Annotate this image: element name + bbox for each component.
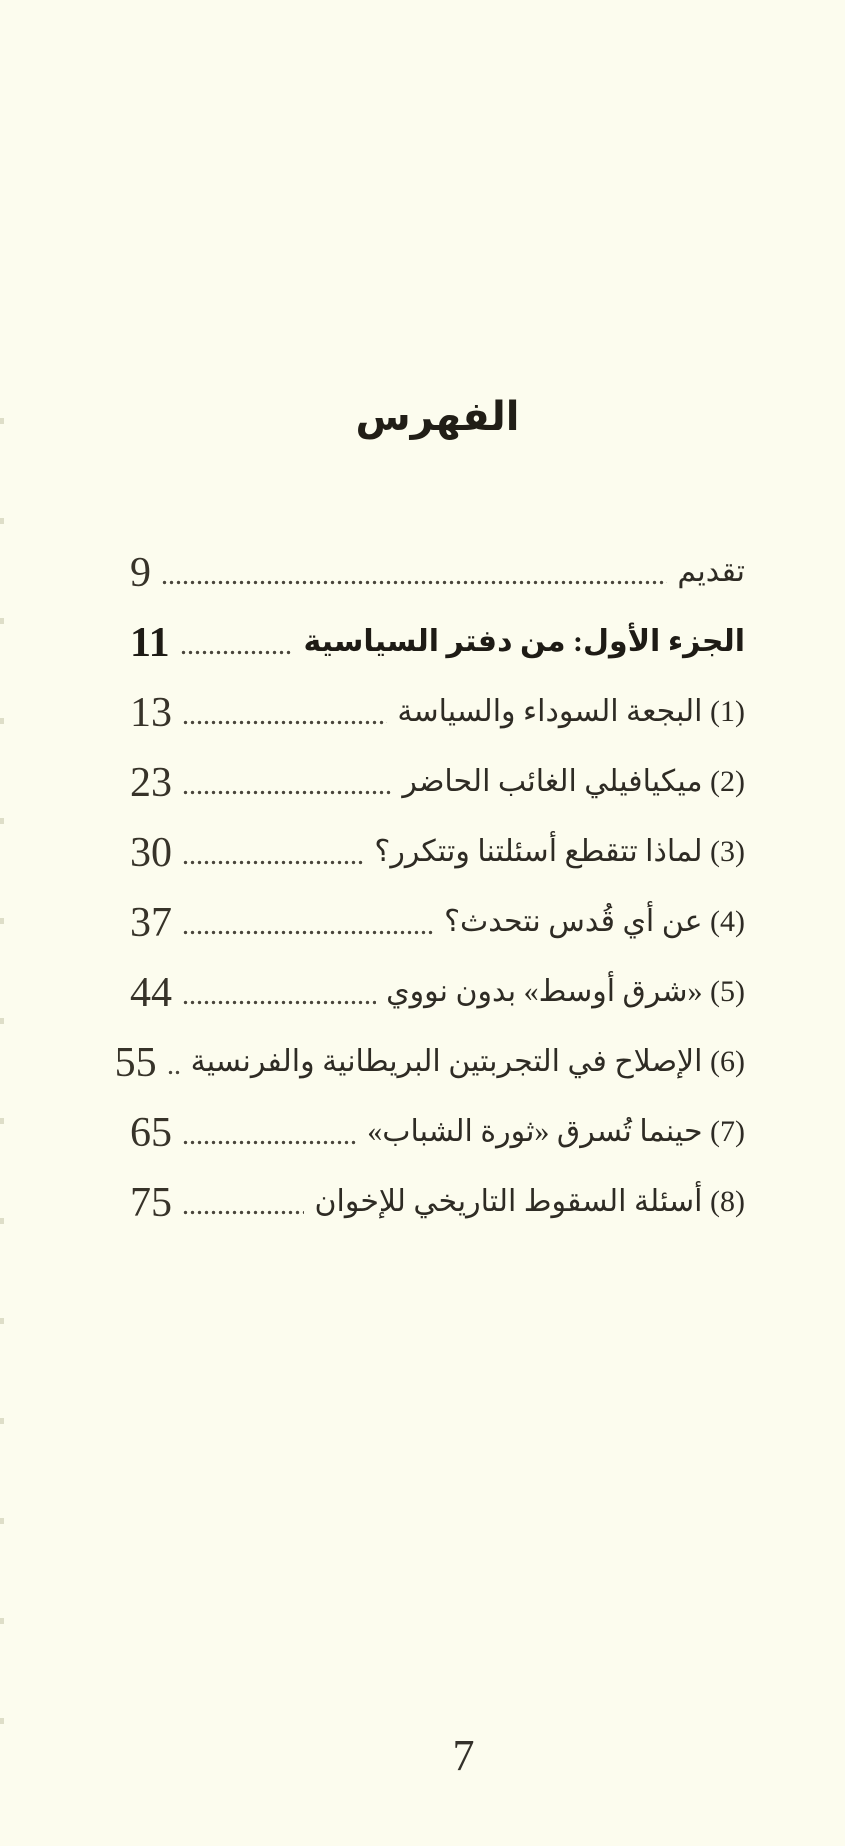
toc-entry-page: 37: [130, 900, 172, 946]
toc-row: [130, 816, 745, 886]
dotted-leader: [182, 1140, 357, 1145]
dotted-leader: [182, 860, 364, 865]
toc-entry-page: 9: [130, 550, 151, 596]
toc-entry-title: تقديم: [677, 554, 745, 588]
toc-row: [130, 1166, 745, 1236]
dotted-leader: [182, 1210, 304, 1215]
toc-entry-title: (7) حينما تُسرق «ثورة الشباب»: [367, 1114, 745, 1148]
toc-entry-title: (5) «شرق أوسط» بدون نووي: [386, 974, 745, 1008]
dotted-leader: [161, 580, 667, 585]
toc-entry-title: (1) البجعة السوداء والسياسة: [397, 694, 745, 728]
toc-entry-title: (8) أسئلة السقوط التاريخي للإخوان: [314, 1184, 745, 1218]
dotted-leader: [182, 1000, 376, 1005]
dotted-leader: [182, 930, 434, 935]
dotted-leader: [180, 650, 294, 655]
toc-entry-page: 55: [114, 1040, 157, 1086]
toc-entry-title: (2) ميكيافيلي الغائب الحاضر: [402, 764, 745, 798]
toc-row: [130, 676, 745, 746]
page-number: 7: [452, 1731, 475, 1780]
contents-heading: الفهرس: [355, 394, 520, 440]
toc-row: [130, 746, 745, 816]
toc-row: [130, 956, 745, 1026]
toc-entry-title: (4) عن أي قُدس نتحدث؟: [444, 904, 745, 938]
toc-entry-page: 44: [130, 970, 172, 1016]
dotted-leader: [167, 1070, 181, 1075]
toc-entry-title: الجزء الأول: من دفتر السياسية: [303, 624, 745, 658]
dotted-leader: [182, 720, 387, 725]
toc-entry-page: 75: [130, 1180, 172, 1226]
toc-entry-page: 30: [130, 830, 172, 876]
toc-entry-page: 23: [130, 760, 172, 806]
toc-list: [114, 536, 745, 1236]
toc-row: [114, 1026, 745, 1096]
scan-edge-artifacts: [0, 418, 4, 1818]
toc-entry-title: (3) لماذا تتقطع أسئلتنا وتتكرر؟: [374, 834, 745, 868]
toc-entry-title: (6) الإصلاح في التجربتين البريطانية والفرنسية: [190, 1044, 745, 1078]
dotted-leader: [182, 790, 392, 795]
toc-row: [130, 886, 745, 956]
toc-entry-page: 13: [130, 690, 172, 736]
toc-row: [130, 1096, 745, 1166]
toc-entry-page: 65: [130, 1110, 172, 1156]
toc-row: [130, 536, 745, 606]
toc-entry-page: 11: [130, 620, 170, 666]
contents-page: [0, 390, 845, 1846]
toc-row: [130, 606, 745, 676]
